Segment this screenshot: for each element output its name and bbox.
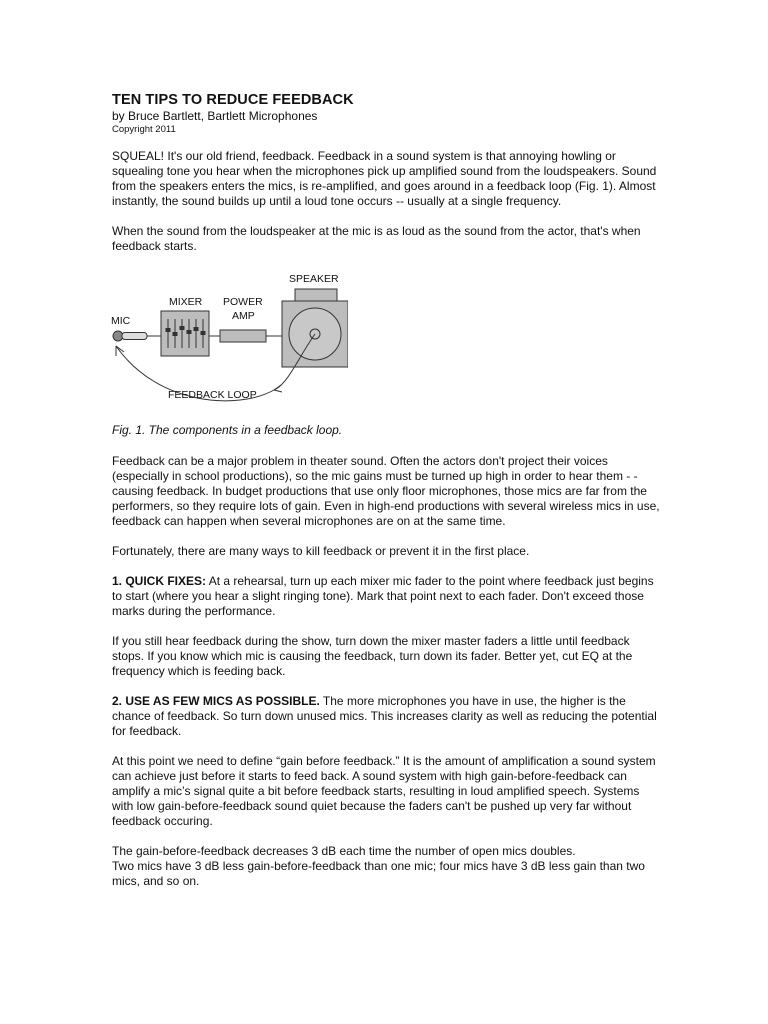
figure-caption: Fig. 1. The components in a feedback loop.: [112, 423, 343, 437]
paragraph-during-show: If you still hear feedback during the show, turn down the mixer master faders a little until feedback stops. If you know which mic is causing the feedback, turn down its fader. Better yet, cut EQ at the frequency which is feeding back.: [112, 634, 633, 678]
paragraph-intro: SQUEAL! It's our old friend, feedback. Feedback in a sound system is that annoying howling or squealing tone you hear when the microphones pick up amplified sound from the loudspeakers. Sound from the speakers enters the mics, is re-amplified, and goes around in a feedback loop (Fig. 1). Almost instantly, the sound builds up until a loud tone occurs -- usually at a single frequency.: [112, 149, 657, 208]
tip-2-body: The more microphones you have in use, the higher is the chance of feedback. So turn down unused mics. This increases clarity as well as reducing the potential for feedback.: [112, 694, 657, 738]
copyright: Copyright 2011: [112, 124, 176, 135]
tip-1: [112, 574, 660, 619]
document-page: [112, 92, 660, 904]
label-mixer: MIXER: [169, 296, 203, 308]
feedback-loop-diagram: [98, 266, 348, 416]
paragraph-feedback-start: When the sound from the loudspeaker at the mic is as loud as the sound from the actor, that's when feedback starts.: [112, 224, 641, 253]
label-feedback-loop: FEEDBACK LOOP: [168, 389, 257, 401]
feedback-arrowhead-right: [274, 385, 282, 392]
paragraph-theater: Feedback can be a major problem in theater sound. Often the actors don't project their voices (especially in school productions), so the mic gains must be turned up high in order to hear them - - causing feedback. In budget productions that use only floor microphones, those mics are far from the performers, so they require lots of gain. Even in high-end productions with several wireless mics in use, feedback can happen when several microphones are on at the same time.: [112, 454, 660, 528]
tip-1-body: At a rehearsal, turn up each mixer mic fader to the point where feedback just begins to start (where you hear a slight ringing tone). Mark that point next to each fader. Don't exceed those marks during the performance.: [112, 574, 654, 618]
power-amp-icon: [220, 330, 266, 342]
document-title: TEN TIPS TO REDUCE FEEDBACK: [112, 92, 354, 108]
feedback-loop-figure: [98, 266, 348, 416]
label-mic: MIC: [111, 315, 131, 327]
label-amp: AMP: [232, 310, 255, 322]
label-speaker: SPEAKER: [289, 273, 339, 285]
speaker-horn-icon: [295, 289, 337, 301]
paragraph-gain-decrease: The gain-before-feedback decreases 3 dB each time the number of open mics doubles.: [112, 844, 576, 858]
mic-body-icon: [122, 333, 147, 340]
tip-2-heading: 2. USE AS FEW MICS AS POSSIBLE.: [112, 694, 320, 708]
label-power: POWER: [223, 296, 263, 308]
paragraph-fortunately: Fortunately, there are many ways to kill feedback or prevent it in the first place.: [112, 544, 530, 558]
byline: by Bruce Bartlett, Bartlett Microphones: [112, 109, 318, 123]
tip-2: [112, 694, 660, 739]
paragraph-mic-count: Two mics have 3 dB less gain-before-feedback than one mic; four mics have 3 dB less gain than two mics, and so on.: [112, 859, 645, 888]
paragraph-gain-before-feedback: At this point we need to define “gain before feedback.” It is the amount of amplification a sound system can achieve just before it starts to feed back. A sound system with high gain-before-feedback can amplify a mic’s signal quite a bit before feedback starts, resulting in loud amplified speech. Systems with low gain-before-feedback sound quiet because the faders can't be pushed up very far without feedback occuring.: [112, 754, 656, 828]
tip-1-heading: 1. QUICK FIXES:: [112, 574, 207, 588]
